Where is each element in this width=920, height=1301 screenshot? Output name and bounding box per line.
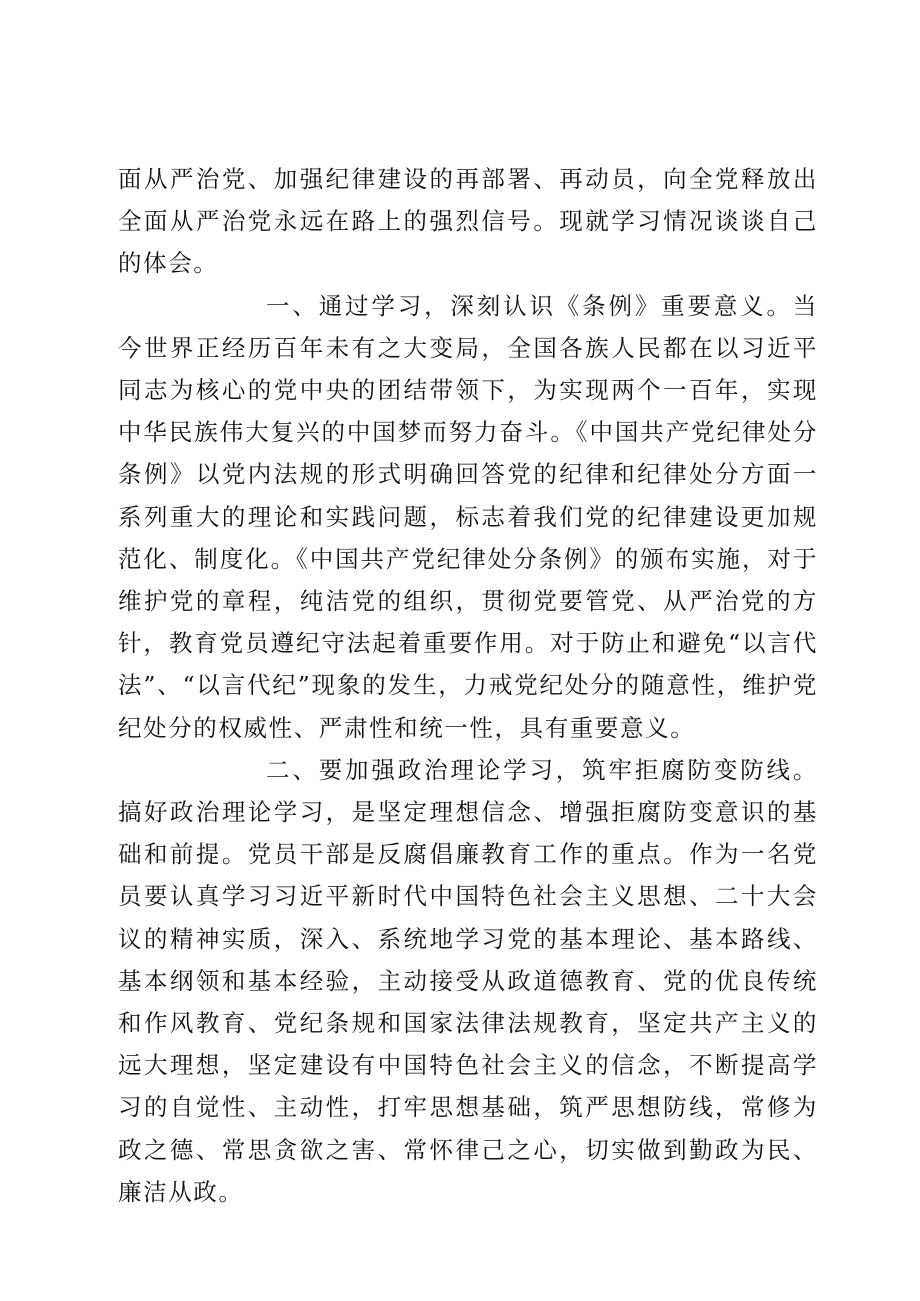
paragraph-section-one: 一、通过学习，深刻认识《条例》重要意义。当今世界正经历百年未有之大变局，全国各族人民都在以习近平同志为核心的党中央的团结带领下，为实现两个一百年，实现中华民族伟大复兴的中国梦而努力奋斗。《中国共产党纪律处分条例》以党内法规的形式明确回答党的纪律和纪律处分方面一系列重大的理论和实践问题，标志着我们党的纪律建设更加规范化、制度化。《中国共产党纪律处分条例》的颁布实施，对于维护党的章程，纯洁党的组织，贯彻党要管党、从严治党的方针，教育党员遵纪守法起着重要作用。对于防止和避免“以言代法”、“以言代纪”现象的发生，力戒党纪处分的随意性，维护党纪处分的权威性、严肃性和统一性，具有重要意义。: [118, 291, 818, 742]
paragraph-continuation: 面从严治党、加强纪律建设的再部署、再动员，向全党释放出全面从严治党永远在路上的强烈信号。现就学习情况谈谈自己的体会。: [118, 165, 818, 278]
document-body: [118, 158, 818, 1213]
paragraph-section-two: 二、要加强政治理论学习，筑牢拒腐防变防线。搞好政治理论学习，是坚定理想信念、增强拒腐防变意识的基础和前提。党员干部是反腐倡廉教育工作的重点。作为一名党员要认真学习习近平新时代中国特色社会主义思想、二十大会议的精神实质，深入、系统地学习党的基本理论、基本路线、基本纲领和基本经验，主动接受从政道德教育、党的优良传统和作风教育、党纪条规和国家法律法规教育，坚定共产主义的远大理想，坚定建设有中国特色社会主义的信念，不断提高学习的自觉性、主动性，打牢思想基础，筑严思想防线，常修为政之德、常思贪欲之害、常怀律己之心，切实做到勤政为民、廉洁从政。: [118, 755, 818, 1206]
